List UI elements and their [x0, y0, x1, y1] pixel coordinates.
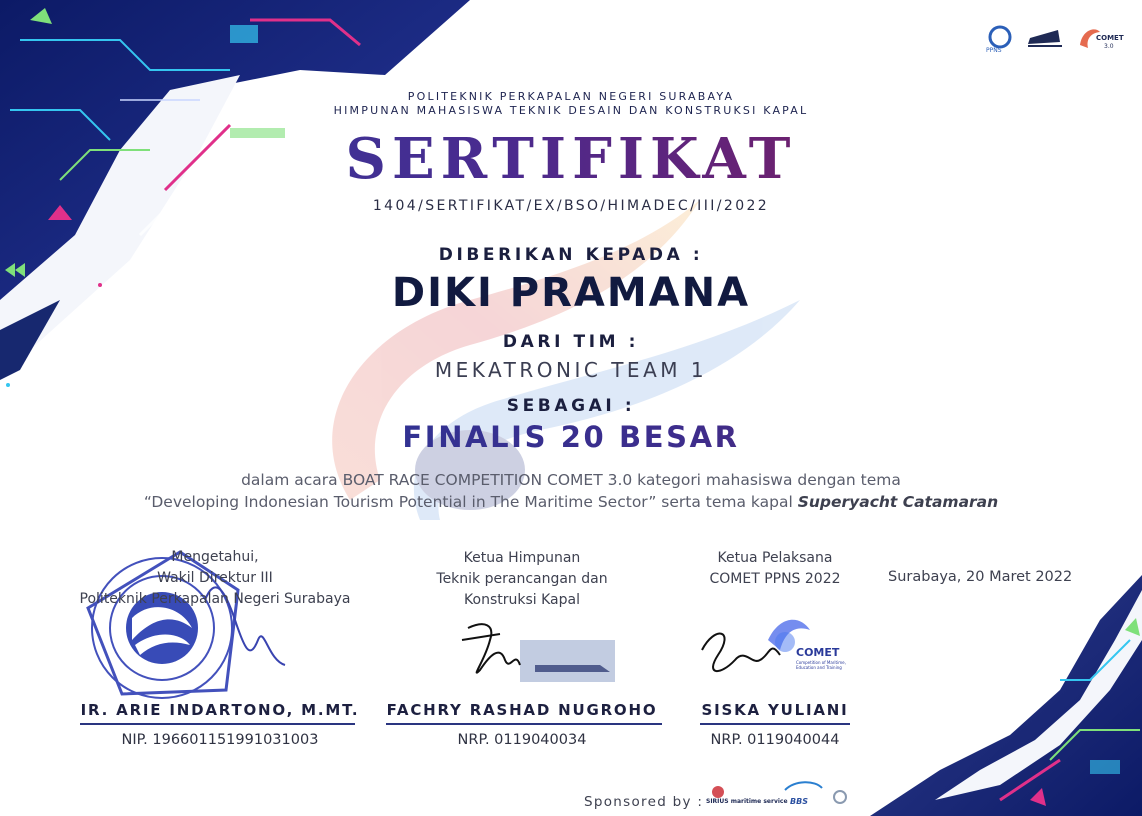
institution-name: POLITEKNIK PERKAPALAN NEGERI SURABAYA [407, 90, 735, 103]
signatory-2-name: FACHRY RASHAD NUGROHO [386, 701, 658, 719]
signatory-1-name: IR. ARIE INDARTONO, M.MT. [80, 701, 360, 719]
certificate-number: 1404/SERTIFIKAT/EX/BSO/HIMADEC/III/2022 [372, 198, 770, 214]
as-label: SEBAGAI : [506, 396, 636, 416]
signatory-1-line [80, 723, 355, 725]
comet-logo-label: COMET [1096, 34, 1124, 42]
partner-logos-top-right [990, 27, 1100, 48]
organization-name: HIMPUNAN MAHASISWA TEKNIK DESAIN DAN KONSTRUKSI KAPAL [333, 104, 809, 117]
signatory-1-id: NIP. 196601151991031003 [121, 732, 319, 748]
issue-date: Surabaya, 20 Maret 2022 [888, 569, 1073, 585]
certificate-title: SERTIFIKAT [0, 126, 1142, 192]
signatory-3-title-line: Ketua Pelaksana [717, 550, 833, 566]
signatory-3-title-line: COMET PPNS 2022 [709, 571, 841, 587]
signatory-2-title-line: Konstruksi Kapal [464, 592, 580, 608]
signatory-2-title-line: Teknik perancangan dan [436, 571, 608, 587]
signatory-2-id: NRP. 0119040034 [457, 732, 587, 748]
signatory-2-title [402, 548, 642, 611]
signatory-2-title-line: Ketua Himpunan [463, 550, 581, 566]
top-left-corner-decoration [0, 0, 470, 387]
ppns-logo-label: PPNS [986, 47, 1002, 54]
sponsor-sirius: SIRIUS maritime service [706, 798, 788, 805]
team-name: MEKATRONIC TEAM 1 [434, 358, 708, 382]
signatory-2-line [386, 723, 662, 725]
sponsor-bbs: BBS [790, 797, 808, 806]
bottom-right-corner-decoration [870, 575, 1142, 816]
signature-2 [462, 624, 615, 682]
recipient-name: DIKI PRAMANA [391, 270, 751, 316]
signatory-1-title [50, 547, 380, 610]
signatory-3-id: NRP. 0119040044 [710, 732, 840, 748]
comet-logo-version: 3.0 [1104, 43, 1114, 50]
description-line-2 [0, 493, 1142, 511]
signature-3 [702, 620, 810, 671]
signatory-1-title-line: Wakil Direktur III [157, 570, 273, 586]
signatory-1-title-line: Politeknik Perkapalan Negeri Surabaya [79, 591, 351, 607]
ship-theme: Superyacht Catamaran [797, 493, 999, 511]
description-theme: “Developing Indonesian Tourism Potential in The Maritime Sector” serta tema kapal [143, 493, 798, 511]
sponsored-by-label: Sponsored by : [584, 794, 704, 810]
comet-signature-logo-subtitle: Competition of Maritime, Education and Training [796, 660, 846, 670]
signatory-3-title [680, 548, 870, 590]
signatory-3-name: SISKA YULIANI [701, 701, 849, 719]
description-line-1: dalam acara BOAT RACE COMPETITION COMET 3.0 kategori mahasiswa dengan tema [241, 471, 901, 489]
recipient-role: FINALIS 20 BESAR [0, 420, 1142, 454]
signatory-3-line [700, 723, 850, 725]
given-to-label: DIBERIKAN KEPADA : [438, 245, 704, 265]
signatory-1-title-line: Mengetahui, [171, 549, 259, 565]
team-label: DARI TIM : [502, 332, 640, 352]
comet-signature-logo-text: COMET [796, 646, 840, 659]
